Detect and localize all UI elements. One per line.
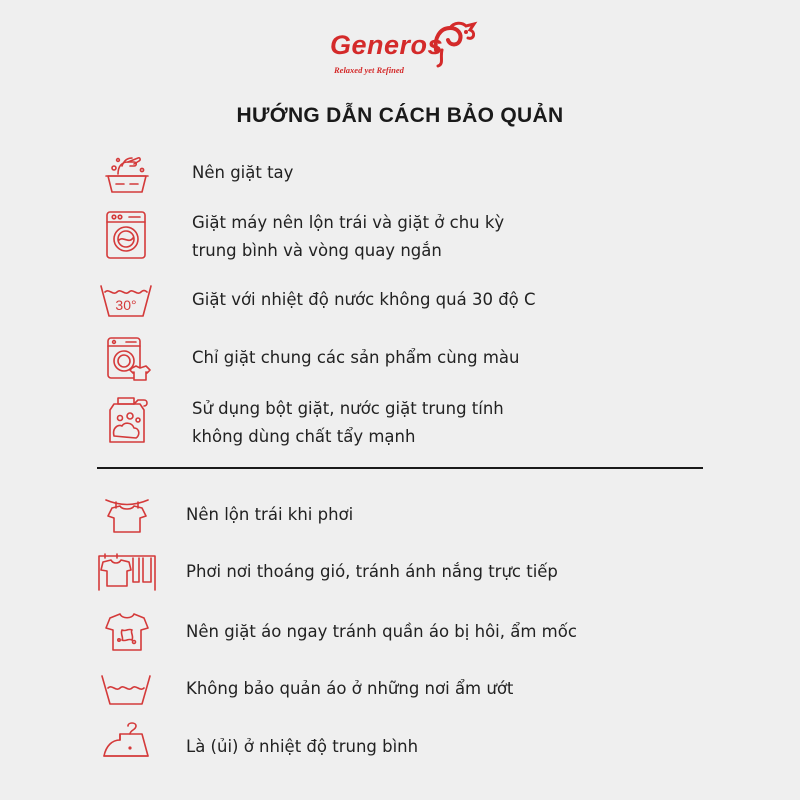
wash-temperature-label: 30° bbox=[115, 297, 137, 313]
care-text: không dùng chất tẩy mạnh bbox=[192, 427, 416, 446]
care-text: Chỉ giặt chung các sản phẩm cùng màu bbox=[192, 348, 520, 367]
detergent-icon bbox=[104, 396, 152, 446]
deer-logo-icon bbox=[430, 20, 478, 68]
hanging-shirt-icon bbox=[104, 492, 150, 534]
care-text: Nên lộn trái khi phơi bbox=[186, 505, 354, 524]
washing-machine-icon bbox=[105, 210, 147, 260]
wash-30-icon bbox=[99, 280, 153, 318]
care-text: Giặt máy nên lộn trái và giặt ở chu kỳ bbox=[192, 213, 505, 232]
brand-name: Generos bbox=[330, 30, 444, 60]
care-text: Phơi nơi thoáng gió, tránh ánh nắng trực tiếp bbox=[186, 562, 558, 581]
stained-shirt-icon bbox=[104, 610, 150, 652]
care-text: Giặt với nhiệt độ nước không quá 30 độ C bbox=[192, 290, 536, 309]
brand-tagline: Relaxed yet Refined bbox=[334, 65, 404, 75]
care-text: Là (ủi) ở nhiệt độ trung bình bbox=[186, 737, 419, 756]
wash-same-color-icon bbox=[106, 336, 152, 382]
drying-rack-icon bbox=[97, 552, 157, 592]
wash-tub-icon bbox=[100, 672, 152, 706]
care-text: Sử dụng bột giặt, nước giặt trung tính bbox=[192, 399, 504, 418]
brand-logo bbox=[330, 18, 480, 83]
section-divider bbox=[97, 467, 703, 469]
hand-wash-icon bbox=[104, 152, 150, 196]
care-text: Nên giặt tay bbox=[192, 163, 294, 182]
care-text: trung bình và vòng quay ngắn bbox=[192, 241, 442, 260]
care-text: Nên giặt áo ngay tránh quần áo bị hôi, ẩm mốc bbox=[186, 622, 577, 641]
iron-icon bbox=[100, 722, 154, 762]
page-title: HƯỚNG DẪN CÁCH BẢO QUẢN bbox=[236, 104, 564, 127]
care-text: Không bảo quản áo ở những nơi ẩm ướt bbox=[186, 679, 514, 698]
